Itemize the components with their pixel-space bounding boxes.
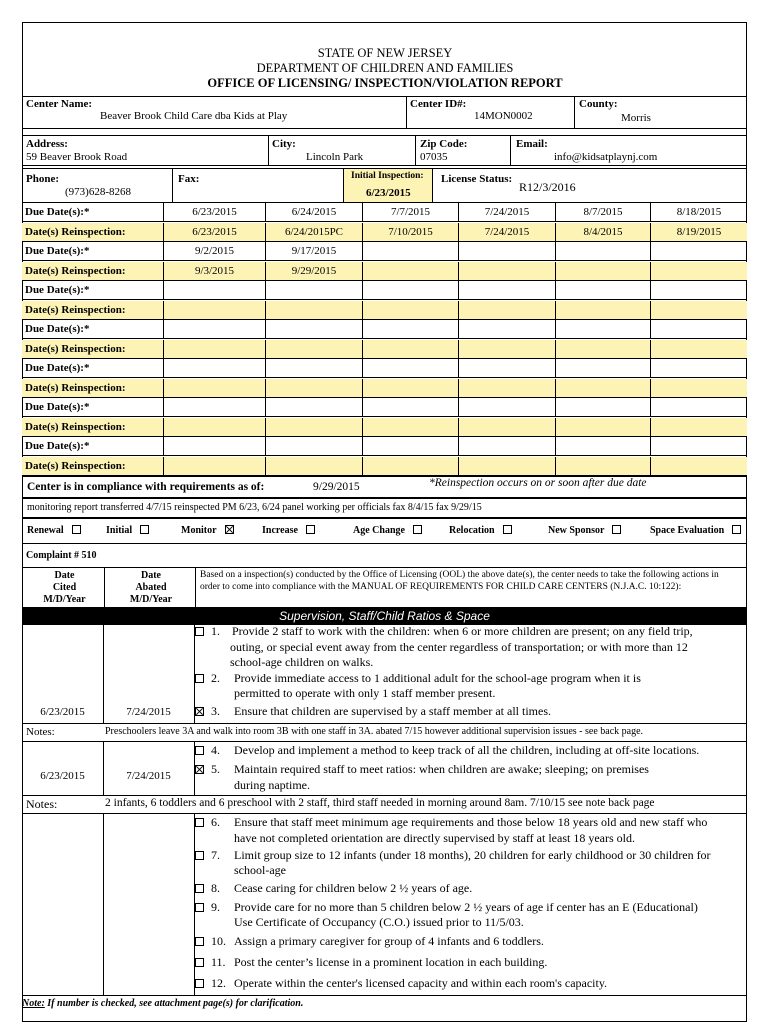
item-11-number: 11. bbox=[211, 955, 226, 969]
date-cell[interactable] bbox=[650, 281, 747, 299]
item-9 bbox=[195, 900, 220, 916]
county-label: County: bbox=[579, 98, 618, 110]
due-dates-label: Due Date(s):* bbox=[25, 323, 90, 335]
date-cell[interactable]: 9/3/2015 bbox=[163, 262, 265, 280]
inspection-type-checkbox[interactable] bbox=[732, 525, 741, 534]
city-value[interactable]: Lincoln Park bbox=[306, 151, 364, 163]
compliance-row bbox=[22, 476, 747, 498]
item-2-line1: Provide immediate access to 1 additional adult for the school-age program when it is bbox=[234, 671, 641, 685]
center-id-label: Center ID#: bbox=[410, 98, 467, 110]
item-10-number: 10. bbox=[211, 934, 226, 948]
date-cell[interactable] bbox=[362, 398, 458, 416]
date-cell[interactable] bbox=[650, 340, 747, 358]
date-cell[interactable] bbox=[362, 320, 458, 338]
item-8 bbox=[195, 881, 220, 897]
notes-2-text[interactable]: 2 infants, 6 toddlers and 6 preschool with 2 staff, third staff needed in morning around 8am. 7/10/15 see note back page bbox=[105, 797, 655, 809]
phone-box bbox=[22, 168, 173, 203]
date-cell[interactable] bbox=[458, 281, 555, 299]
date-cell[interactable] bbox=[458, 340, 555, 358]
item-1 bbox=[195, 624, 693, 640]
reinspection-dates-row bbox=[22, 379, 747, 398]
date-cell[interactable]: 9/17/2015 bbox=[265, 242, 362, 260]
item-2-line2: permitted to operate with only 1 staff member present. bbox=[234, 686, 496, 700]
center-name-label: Center Name: bbox=[26, 98, 93, 110]
footer-note bbox=[22, 998, 303, 1009]
date-cell[interactable]: 6/23/2015 bbox=[163, 203, 265, 221]
col-divider-5 bbox=[103, 813, 104, 996]
inspection-type-checkbox[interactable] bbox=[72, 525, 81, 534]
item-10 bbox=[195, 934, 226, 950]
item-2-number: 2. bbox=[211, 671, 220, 685]
center-name-value[interactable]: Beaver Brook Child Care dba Kids at Play bbox=[100, 110, 288, 122]
due-dates-label: Due Date(s):* bbox=[25, 362, 90, 374]
column-header-row bbox=[22, 567, 747, 608]
date-cell[interactable] bbox=[650, 242, 747, 260]
item-5-line2: during naptime. bbox=[234, 778, 310, 792]
date-cell[interactable] bbox=[458, 301, 555, 319]
city-box bbox=[268, 135, 416, 166]
date-cited-l2: Cited bbox=[52, 582, 77, 593]
center-id-value[interactable]: 14MON0002 bbox=[474, 110, 533, 122]
item-12-checkbox[interactable] bbox=[195, 979, 204, 988]
item-11-checkbox[interactable] bbox=[195, 958, 204, 967]
inspection-type-monitor bbox=[181, 525, 234, 536]
due-dates-row bbox=[22, 359, 747, 378]
address-label: Address: bbox=[26, 138, 68, 150]
date-cell[interactable]: 8/7/2015 bbox=[555, 203, 650, 221]
center-id-box bbox=[406, 96, 575, 129]
date-cell[interactable] bbox=[650, 262, 747, 280]
date-cell[interactable] bbox=[555, 281, 650, 299]
item-3-checkbox[interactable] bbox=[195, 707, 204, 716]
item-6-checkbox[interactable] bbox=[195, 818, 204, 827]
date-cell[interactable] bbox=[163, 320, 265, 338]
date-cell[interactable] bbox=[458, 262, 555, 280]
date-cell[interactable] bbox=[362, 379, 458, 397]
footer-note-text: If number is checked, see attachment page(s) for clarification. bbox=[44, 998, 304, 1009]
initial-inspection-box bbox=[343, 168, 433, 203]
item-3-date-cited[interactable]: 6/23/2015 bbox=[40, 706, 85, 718]
email-label: Email: bbox=[516, 138, 548, 150]
date-cell[interactable]: 6/24/2015PC bbox=[265, 223, 362, 241]
date-cell[interactable]: 8/19/2015 bbox=[650, 223, 747, 241]
date-cell[interactable] bbox=[362, 437, 458, 455]
date-cited-l1: Date bbox=[54, 570, 75, 581]
rule-4 bbox=[22, 813, 747, 814]
date-cell[interactable]: 8/4/2015 bbox=[555, 223, 650, 241]
inspection-type-label: Renewal bbox=[27, 525, 64, 536]
state-title: STATE OF NEW JERSEY bbox=[317, 46, 453, 60]
item-8-number: 8. bbox=[211, 881, 220, 895]
item-7-line2: school-age bbox=[234, 863, 286, 877]
inspection-type-checkbox[interactable] bbox=[140, 525, 149, 534]
item-9-checkbox[interactable] bbox=[195, 903, 204, 912]
date-cell[interactable] bbox=[362, 281, 458, 299]
item-5-checkbox[interactable] bbox=[195, 765, 204, 774]
item-5-date-cited[interactable]: 6/23/2015 bbox=[40, 770, 85, 782]
inspection-type-renewal bbox=[27, 525, 81, 536]
item-7-checkbox[interactable] bbox=[195, 851, 204, 860]
date-cell[interactable] bbox=[555, 437, 650, 455]
due-dates-label: Due Date(s):* bbox=[25, 245, 90, 257]
item-9-line2: Use Certificate of Occupancy (C.O.) issued prior to 11/5/03. bbox=[234, 915, 524, 929]
county-value[interactable]: Morris bbox=[621, 112, 651, 124]
inspection-type-checkbox[interactable] bbox=[225, 525, 234, 534]
reinspection-dates-row bbox=[22, 340, 747, 359]
date-cell[interactable] bbox=[163, 301, 265, 319]
date-cell[interactable] bbox=[265, 457, 362, 475]
reinspection-dates-label: Date(s) Reinspection: bbox=[25, 342, 126, 355]
item-2-checkbox[interactable] bbox=[195, 674, 204, 683]
item-12-line1: Operate within the center's licensed capacity and within each room's capacity. bbox=[234, 976, 608, 990]
date-cell[interactable] bbox=[265, 437, 362, 455]
date-cell[interactable] bbox=[458, 437, 555, 455]
item-4-number: 4. bbox=[211, 743, 220, 757]
date-cell[interactable] bbox=[362, 359, 458, 377]
due-dates-row bbox=[22, 203, 747, 222]
date-cell[interactable] bbox=[362, 457, 458, 475]
date-cited-l3: M/D/Year bbox=[43, 594, 86, 605]
date-cell[interactable]: 9/2/2015 bbox=[163, 242, 265, 260]
item-1-line1: Provide 2 staff to work with the children: when 6 or more children are present; on any field trip, bbox=[232, 624, 693, 638]
notes-1-text[interactable]: Preschoolers leave 3A and walk into room 3B with one staff in 3A. abated 7/15 however additional supervision issues - see back page. bbox=[105, 726, 644, 737]
item-3 bbox=[195, 704, 220, 720]
date-cell[interactable] bbox=[650, 457, 747, 475]
date-cell[interactable] bbox=[458, 398, 555, 416]
item-3-date-abated[interactable]: 7/24/2015 bbox=[126, 706, 171, 718]
item-1-checkbox[interactable] bbox=[195, 627, 204, 636]
date-cell[interactable] bbox=[458, 359, 555, 377]
date-cited-header bbox=[22, 567, 105, 608]
item-6-number: 6. bbox=[211, 815, 220, 829]
date-cell[interactable] bbox=[163, 359, 265, 377]
reinspection-dates-row bbox=[22, 262, 747, 281]
date-cell[interactable] bbox=[458, 457, 555, 475]
due-dates-row bbox=[22, 281, 747, 300]
zip-value[interactable]: 07035 bbox=[420, 151, 448, 163]
date-cell[interactable] bbox=[265, 379, 362, 397]
rule-2 bbox=[22, 741, 747, 742]
inspection-type-label: New Sponsor bbox=[548, 525, 605, 536]
address-value[interactable]: 59 Beaver Brook Road bbox=[26, 151, 128, 163]
compliance-date[interactable]: 9/29/2015 bbox=[313, 481, 360, 493]
due-dates-row bbox=[22, 437, 747, 456]
date-cell[interactable] bbox=[265, 398, 362, 416]
item-7-number: 7. bbox=[211, 848, 220, 862]
date-cell[interactable]: 8/18/2015 bbox=[650, 203, 747, 221]
inspection-type-age-change bbox=[353, 525, 422, 536]
date-cell[interactable] bbox=[163, 418, 265, 436]
date-cell[interactable] bbox=[650, 301, 747, 319]
date-cell[interactable]: 6/24/2015 bbox=[265, 203, 362, 221]
zip-box bbox=[415, 135, 511, 166]
item-1-line3: school-age children on walks. bbox=[230, 655, 374, 669]
item-9-number: 9. bbox=[211, 900, 220, 914]
date-abated-l1: Date bbox=[141, 570, 161, 581]
reinspection-note: *Reinspection occurs on or soon after due date bbox=[429, 477, 647, 489]
date-cell[interactable]: 7/24/2015 bbox=[458, 203, 555, 221]
date-cell[interactable] bbox=[265, 418, 362, 436]
date-cell[interactable] bbox=[555, 320, 650, 338]
reinspection-dates-label: Date(s) Reinspection: bbox=[25, 420, 126, 433]
date-cell[interactable]: 7/24/2015 bbox=[458, 223, 555, 241]
item-3-number: 3. bbox=[211, 704, 220, 718]
inspection-type-checkbox[interactable] bbox=[413, 525, 422, 534]
date-cell[interactable] bbox=[265, 340, 362, 358]
date-cell[interactable] bbox=[163, 340, 265, 358]
inspection-type-label: Relocation bbox=[449, 525, 495, 536]
item-6 bbox=[195, 815, 220, 831]
monitoring-note[interactable]: monitoring report transferred 4/7/15 reinspected PM 6/23, 6/24 panel working per officials fax 8/4/15 fax 9/29/15 bbox=[27, 502, 482, 513]
initial-inspection-label: Initial Inspection: bbox=[351, 171, 424, 181]
date-cell[interactable]: 6/23/2015 bbox=[163, 223, 265, 241]
inspection-type-row bbox=[22, 518, 747, 544]
date-cell[interactable] bbox=[555, 262, 650, 280]
date-cell[interactable] bbox=[650, 437, 747, 455]
reinspection-dates-label: Date(s) Reinspection: bbox=[25, 264, 126, 277]
license-status-label: License Status: bbox=[441, 173, 513, 185]
date-abated-header bbox=[104, 567, 196, 608]
rule-5 bbox=[22, 995, 747, 996]
reinspection-dates-label: Date(s) Reinspection: bbox=[25, 381, 126, 394]
date-cell[interactable] bbox=[163, 281, 265, 299]
item-10-checkbox[interactable] bbox=[195, 937, 204, 946]
date-cell[interactable] bbox=[163, 379, 265, 397]
phone-value[interactable]: (973)628-8268 bbox=[65, 186, 131, 198]
date-cell[interactable] bbox=[362, 262, 458, 280]
compliance-label: Center is in compliance with requirements as of: bbox=[27, 481, 265, 493]
inspection-type-label: Increase bbox=[262, 525, 298, 536]
inspection-type-label: Monitor bbox=[181, 525, 217, 536]
inspection-type-label: Space Evaluation bbox=[650, 525, 725, 536]
department-title: DEPARTMENT OF CHILDREN AND FAMILIES bbox=[256, 61, 514, 75]
fax-box bbox=[172, 168, 344, 203]
date-cell[interactable] bbox=[650, 359, 747, 377]
due-dates-label: Due Date(s):* bbox=[25, 284, 90, 296]
date-cell[interactable] bbox=[458, 320, 555, 338]
center-name-box bbox=[22, 96, 407, 129]
date-cell[interactable] bbox=[650, 320, 747, 338]
item-2 bbox=[195, 671, 220, 687]
reinspection-dates-label: Date(s) Reinspection: bbox=[25, 303, 126, 316]
due-dates-label: Due Date(s):* bbox=[25, 401, 90, 413]
zip-label: Zip Code: bbox=[420, 138, 468, 150]
col-divider-3 bbox=[103, 741, 104, 795]
date-cell[interactable]: 9/29/2015 bbox=[265, 262, 362, 280]
date-cell[interactable] bbox=[458, 418, 555, 436]
complaint-number: Complaint # 510 bbox=[26, 550, 97, 561]
date-cell[interactable] bbox=[362, 340, 458, 358]
date-cell[interactable] bbox=[362, 301, 458, 319]
notes-1-label: Notes: bbox=[26, 726, 55, 738]
item-6-line1: Ensure that staff meet minimum age requirements and those below 18 years old and new staff who bbox=[234, 815, 708, 829]
section-title: Supervision, Staff/Child Ratios & Space bbox=[22, 608, 747, 625]
date-cell[interactable] bbox=[362, 242, 458, 260]
item-11-line1: Post the center’s license in a prominent location in each building. bbox=[234, 955, 548, 969]
item-10-line1: Assign a primary caregiver for group of 4 infants and 6 toddlers. bbox=[234, 934, 544, 948]
item-6-line2: have not completed orientation are directly supervised by staff at least 18 years old. bbox=[234, 831, 635, 845]
date-cell[interactable] bbox=[555, 418, 650, 436]
inspection-type-new-sponsor bbox=[548, 525, 621, 536]
license-status-box bbox=[432, 168, 747, 203]
item-5-number: 5. bbox=[211, 762, 220, 776]
item-8-line1: Cease caring for children below 2 ½ years of age. bbox=[234, 881, 473, 895]
county-box bbox=[574, 96, 747, 129]
city-label: City: bbox=[272, 138, 296, 150]
initial-inspection-value[interactable]: 6/23/2015 bbox=[366, 187, 411, 199]
due-dates-row bbox=[22, 242, 747, 261]
due-dates-row bbox=[22, 320, 747, 339]
date-cell[interactable] bbox=[650, 398, 747, 416]
item-8-checkbox[interactable] bbox=[195, 884, 204, 893]
date-cell[interactable] bbox=[555, 457, 650, 475]
instructions-text: Based on a inspection(s) conducted by the Office of Licensing (OOL) the above date(s), the center needs to take the following actions in order to come into compliance with the MANUAL OF REQUIREMENTS FOR CHILD CARE CENTERS (N.J.A.C. 10:122): bbox=[200, 570, 719, 592]
item-5-date-abated[interactable]: 7/24/2015 bbox=[126, 770, 171, 782]
date-cell[interactable] bbox=[555, 340, 650, 358]
date-cell[interactable] bbox=[458, 379, 555, 397]
date-cell[interactable] bbox=[555, 301, 650, 319]
item-5-line1: Maintain required staff to meet ratios: when children are awake; sleeping; on premises bbox=[234, 762, 649, 776]
inspection-type-checkbox[interactable] bbox=[612, 525, 621, 534]
inspection-type-space-evaluation bbox=[650, 525, 741, 536]
item-11 bbox=[195, 955, 226, 971]
item-4-checkbox[interactable] bbox=[195, 746, 204, 755]
date-cell[interactable]: 7/10/2015 bbox=[362, 223, 458, 241]
item-3-line1: Ensure that children are supervised by a staff member at all times. bbox=[234, 704, 552, 718]
date-cell[interactable] bbox=[555, 379, 650, 397]
date-cell[interactable] bbox=[650, 418, 747, 436]
date-cell[interactable] bbox=[265, 301, 362, 319]
date-cell[interactable] bbox=[362, 418, 458, 436]
reinspection-dates-row bbox=[22, 418, 747, 437]
item-12-number: 12. bbox=[211, 976, 226, 990]
date-cell[interactable] bbox=[458, 242, 555, 260]
rule-3 bbox=[22, 795, 747, 796]
date-cell[interactable] bbox=[163, 457, 265, 475]
reinspection-dates-row bbox=[22, 223, 747, 242]
item-4 bbox=[195, 743, 220, 759]
date-cell[interactable] bbox=[163, 437, 265, 455]
footer-note-label: Note: bbox=[22, 998, 45, 1009]
date-cell[interactable] bbox=[265, 320, 362, 338]
date-cell[interactable] bbox=[555, 359, 650, 377]
due-dates-label: Due Date(s):* bbox=[25, 206, 90, 218]
date-abated-l3: M/D/Year bbox=[129, 594, 173, 605]
date-cell[interactable] bbox=[555, 398, 650, 416]
date-cell[interactable] bbox=[555, 242, 650, 260]
item-12 bbox=[195, 976, 226, 992]
address-box bbox=[22, 135, 269, 166]
phone-label: Phone: bbox=[26, 173, 59, 185]
date-cell[interactable] bbox=[163, 398, 265, 416]
item-9-line1: Provide care for no more than 5 children below 2 ½ years of age if center has an E (Educational) bbox=[234, 900, 698, 914]
license-status-value[interactable]: R12/3/2016 bbox=[519, 180, 576, 194]
inspection-type-increase bbox=[262, 525, 315, 536]
reinspection-dates-label: Date(s) Reinspection: bbox=[25, 459, 126, 472]
date-cell[interactable] bbox=[650, 379, 747, 397]
item-1-line2: outing, or special event away from the center regardless of transportation; or with more than 12 bbox=[230, 640, 688, 654]
inspection-type-checkbox[interactable] bbox=[306, 525, 315, 534]
due-dates-row bbox=[22, 398, 747, 417]
rule-1 bbox=[22, 723, 747, 724]
inspection-type-label: Age Change bbox=[353, 525, 405, 536]
item-7-line1: Limit group size to 12 infants (under 18 months), 20 children for early childhood or 30 children for bbox=[234, 848, 711, 862]
reinspection-dates-row bbox=[22, 301, 747, 320]
inspection-type-checkbox[interactable] bbox=[503, 525, 512, 534]
item-4-line1: Develop and implement a method to keep track of all the children, including at off-site locations. bbox=[234, 743, 700, 757]
date-cell[interactable]: 7/7/2015 bbox=[362, 203, 458, 221]
item-5 bbox=[195, 762, 220, 778]
email-box bbox=[510, 135, 747, 166]
reinspection-dates-label: Date(s) Reinspection: bbox=[25, 225, 126, 238]
inspection-type-label: Initial bbox=[106, 525, 133, 536]
reinspection-dates-row bbox=[22, 457, 747, 476]
report-title: OFFICE OF LICENSING/ INSPECTION/VIOLATION REPORT bbox=[207, 76, 563, 90]
item-1-number: 1. bbox=[211, 624, 220, 638]
due-dates-label: Due Date(s):* bbox=[25, 440, 90, 452]
date-abated-l2: Abated bbox=[135, 582, 167, 593]
date-cell[interactable] bbox=[265, 281, 362, 299]
inspection-type-initial bbox=[106, 525, 149, 536]
fax-label: Fax: bbox=[178, 173, 200, 185]
date-cell[interactable] bbox=[265, 359, 362, 377]
email-value[interactable]: info@kidsatplaynj.com bbox=[554, 151, 658, 163]
item-7 bbox=[195, 848, 220, 864]
notes-2-label: Notes: bbox=[26, 797, 58, 811]
inspection-type-relocation bbox=[449, 525, 512, 536]
monitoring-row bbox=[22, 498, 747, 518]
